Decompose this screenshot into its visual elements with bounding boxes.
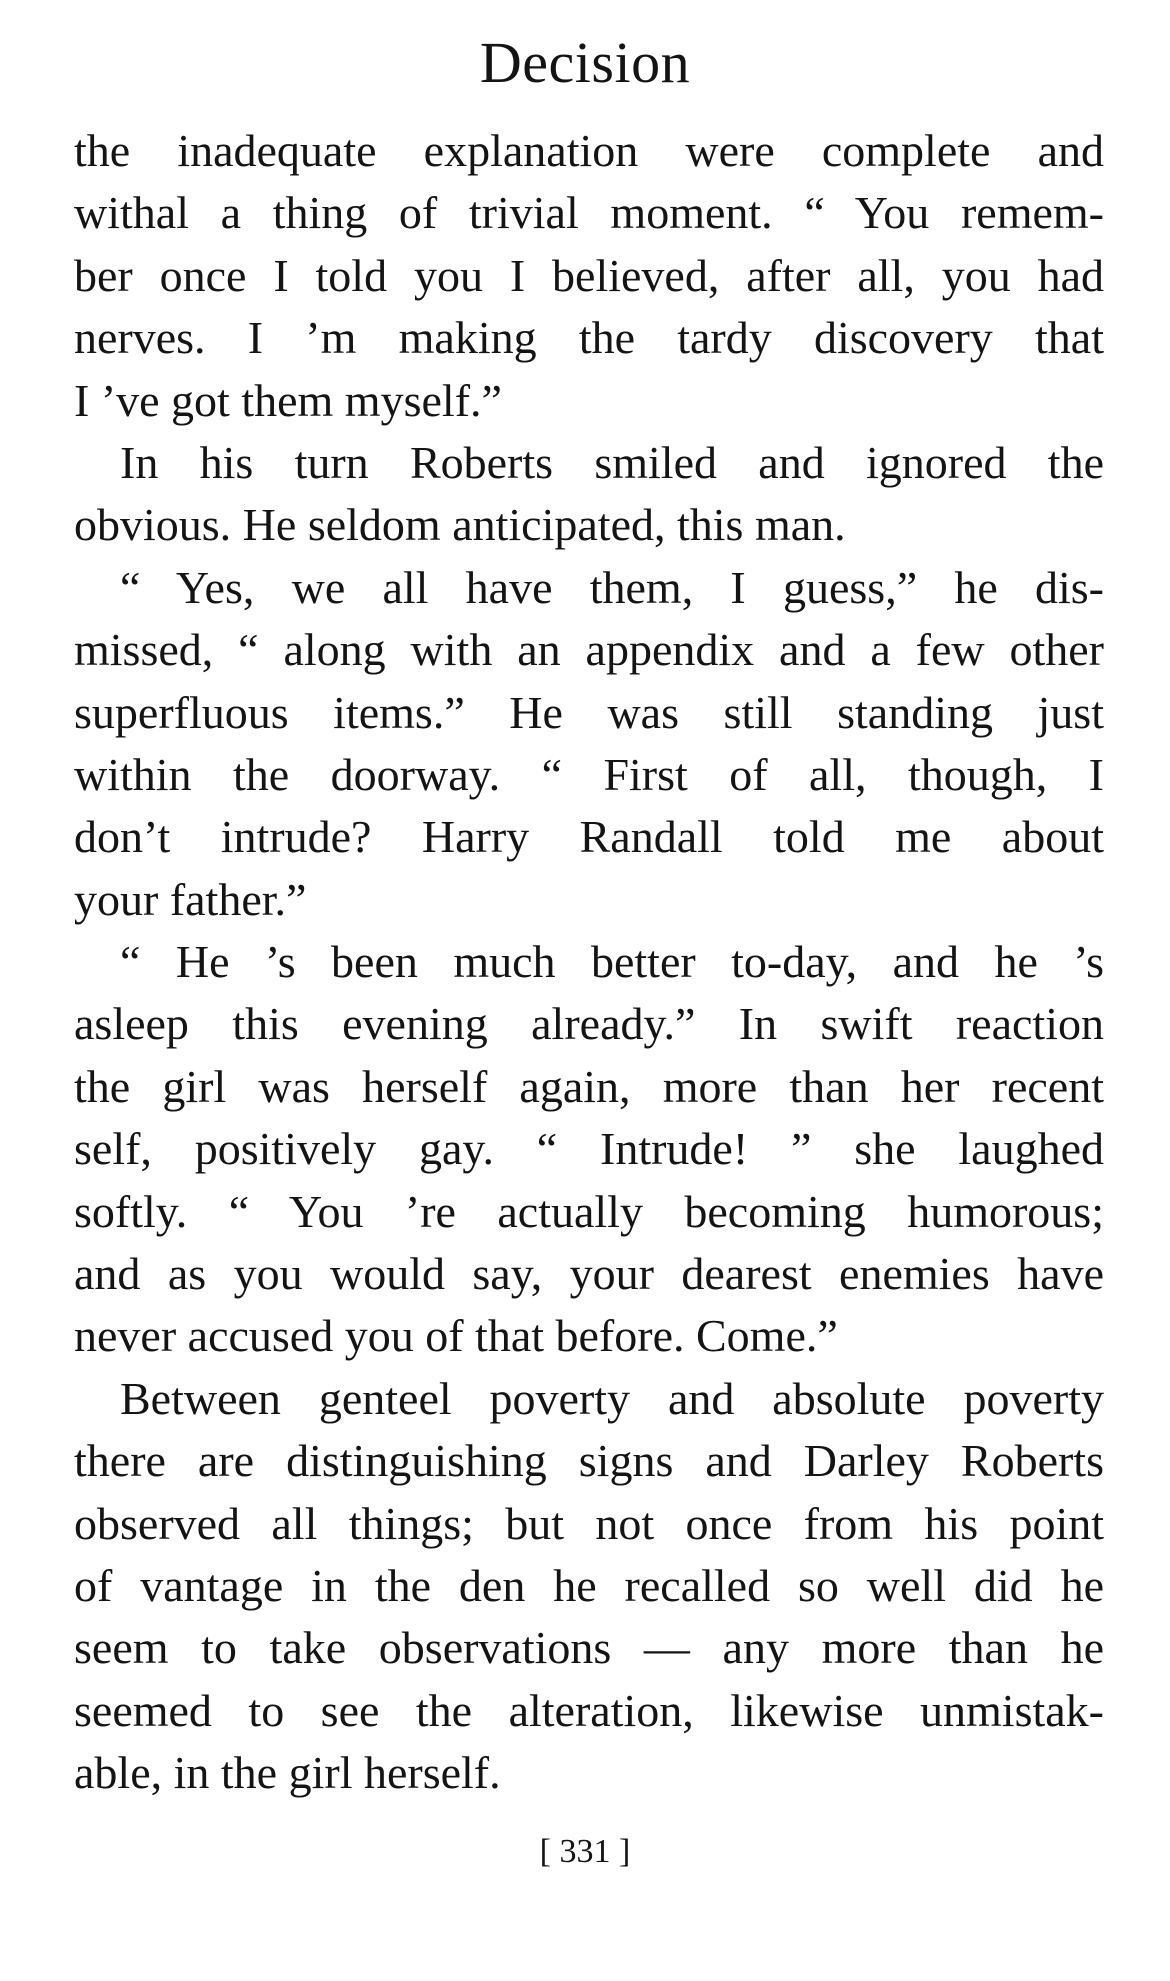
text-line: never accused you of that before. Come.” — [74, 1310, 838, 1362]
text-line: softly. “ You ’re actually becoming humorous; — [74, 1185, 1104, 1237]
text-line: withal a thing of trivial moment. “ You remem- — [74, 187, 1104, 239]
text-line: “ Yes, we all have them, I guess,” he dis- — [120, 561, 1104, 613]
text-line: In his turn Roberts smiled and ignored the — [120, 436, 1104, 488]
text-line: Between genteel poverty and absolute poverty — [120, 1372, 1104, 1424]
text-line: obvious. He seldom anticipated, this man. — [74, 499, 846, 551]
text-line: asleep this evening already.” In swift reaction — [74, 998, 1104, 1050]
text-line: I ’ve got them myself.” — [74, 374, 502, 426]
text-line: and as you would say, your dearest enemies have — [74, 1248, 1104, 1300]
text-line: seemed to see the alteration, likewise unmistak- — [74, 1684, 1104, 1736]
text-line: able, in the girl herself. — [74, 1747, 501, 1799]
text-line: missed, “ along with an appendix and a few other — [74, 624, 1104, 676]
text-line: superfluous items.” He was still standing just — [74, 686, 1104, 738]
text-line: the inadequate explanation were complete and — [74, 125, 1104, 176]
text-line: ber once I told you I believed, after all, you had — [74, 249, 1104, 301]
text-line: there are distinguishing signs and Darley Roberts — [74, 1435, 1104, 1487]
text-line: nerves. I ’m making the tardy discovery that — [74, 312, 1104, 364]
text-line: within the doorway. “ First of all, though, I — [74, 748, 1104, 800]
text-line: of vantage in the den he recalled so well did he — [74, 1559, 1104, 1611]
running-head: Decision — [479, 30, 691, 95]
text-line: your father.” — [74, 873, 307, 925]
text-line: “ He ’s been much better to-day, and he ’s — [120, 936, 1104, 988]
text-line: seem to take observations — any more than he — [74, 1622, 1104, 1674]
page-number: [ 331 ] — [539, 1833, 631, 1870]
text-line: self, positively gay. “ Intrude! ” she laughed — [74, 1123, 1104, 1175]
text-line: observed all things; but not once from his point — [74, 1497, 1104, 1549]
text-line: don’t intrude? Harry Randall told me about — [74, 811, 1104, 863]
text-line: the girl was herself again, more than her recent — [74, 1060, 1104, 1112]
body-text — [74, 120, 1104, 1805]
